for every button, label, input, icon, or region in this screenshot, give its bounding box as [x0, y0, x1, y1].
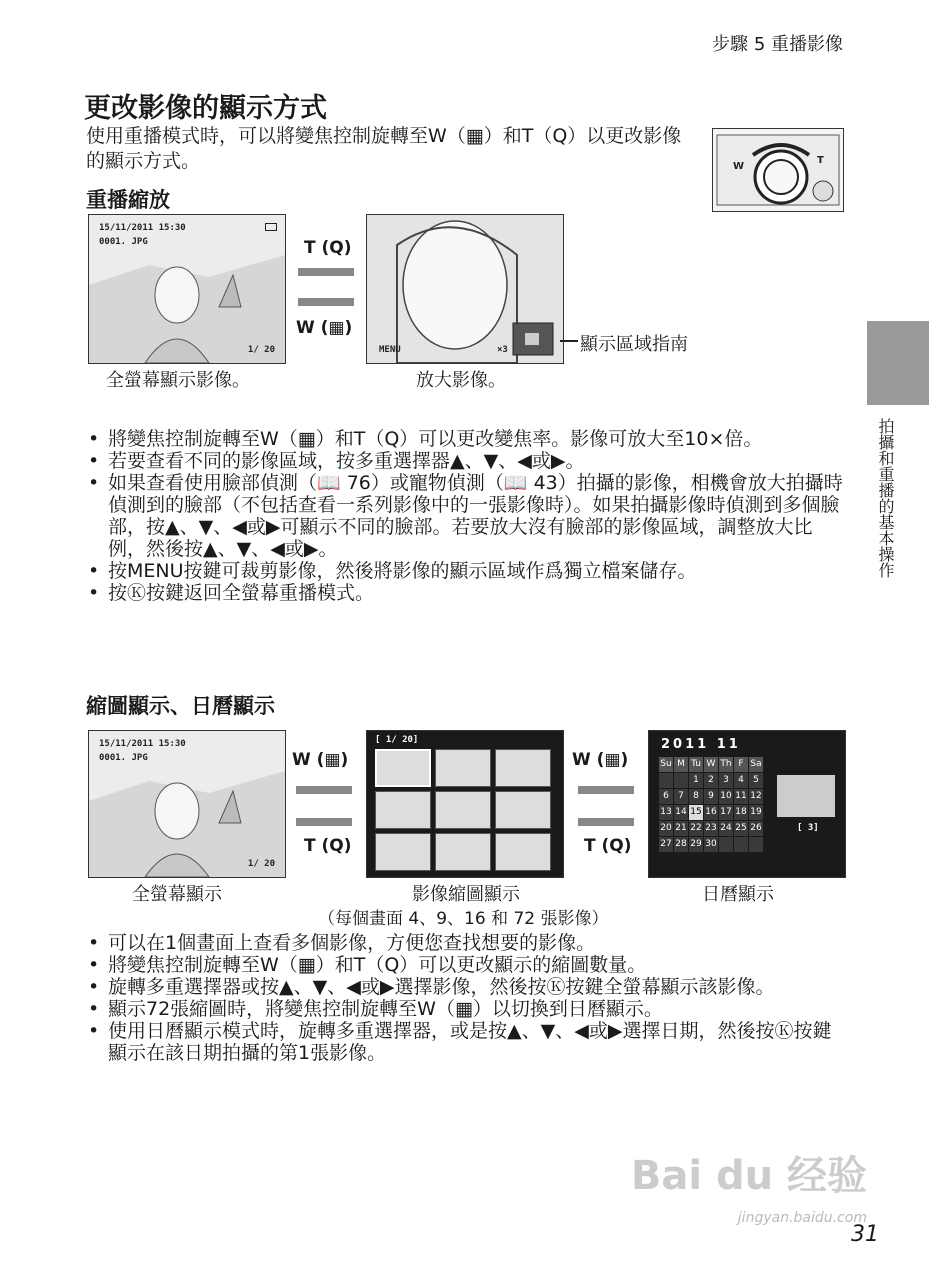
thumbnail-counter: [ 1/ 20] [375, 735, 419, 745]
page-title: 更改影像的顯示方式 [84, 93, 327, 124]
thumbnail [495, 833, 551, 871]
section2-heading: 縮圖顯示、日曆顯示 [86, 694, 275, 718]
caption-fullscreen: 全螢幕顯示影像。 [106, 370, 250, 391]
thumbnail [495, 749, 551, 787]
section2-bullets [84, 932, 844, 1064]
menu-indicator: MENU [379, 345, 401, 355]
calendar-grid [659, 757, 763, 852]
fullscreen-playback-screen-2 [88, 730, 286, 878]
calendar-day[interactable]: 2 [704, 773, 718, 788]
calendar-day[interactable] [674, 773, 688, 788]
calendar-weekday: Th [719, 757, 733, 772]
calendar-screen [648, 730, 846, 878]
page-number: 31 [851, 1222, 879, 1247]
calendar-day[interactable]: 14 [674, 805, 688, 820]
list-item: • 旋轉多重選擇器或按▲、▼、◀或▶選擇影像，然後按Ⓚ按鍵全螢幕顯示該影像。 [84, 976, 844, 998]
battery-icon [265, 223, 277, 231]
right-arrow-icon [578, 786, 634, 794]
calendar-day[interactable]: 4 [734, 773, 748, 788]
thumbnail [435, 749, 491, 787]
section1-heading: 重播縮放 [86, 188, 170, 212]
calendar-day[interactable] [659, 773, 673, 788]
calendar-day[interactable]: 6 [659, 789, 673, 804]
list-item: • 若要查看不同的影像區域，按多重選擇器▲、▼、◀或▶。 [84, 450, 844, 472]
calendar-day[interactable] [734, 837, 748, 852]
calendar-day[interactable]: 16 [704, 805, 718, 820]
calendar-day[interactable]: 22 [689, 821, 703, 836]
list-item: • 按Ⓚ按鍵返回全螢幕重播模式。 [84, 582, 844, 604]
list-item: • 如果查看使用臉部偵測（📖 76）或寵物偵測（📖 43）拍攝的影像，相機會放大拍攝時偵測到的臉部（不包括查看一系列影像中的一張影像時）。如果拍攝影像時偵測到多個臉部，按▲、▼、◀或▶可顯示不同的臉部。若要放大沒有臉部的影像區域，調整放大比例，然後按▲、▼、◀或▶。 [84, 472, 844, 560]
image-counter: 1/ 20 [247, 859, 275, 869]
caption-fullscreen-2: 全螢幕顯示 [132, 884, 222, 905]
calendar-day[interactable]: 24 [719, 821, 733, 836]
calendar-day[interactable]: 15 [689, 805, 703, 820]
zoomed-playback-screen [366, 214, 564, 364]
caption-thumbnail: 影像縮圖顯示 [412, 884, 520, 905]
list-item: • 將變焦控制旋轉至W（▦）和T（Q）可以更改變焦率。影像可放大至10×倍。 [84, 428, 844, 450]
calendar-day[interactable]: 7 [674, 789, 688, 804]
svg-text:T: T [817, 155, 824, 166]
left-arrow-icon [296, 818, 352, 826]
thumbnail [435, 791, 491, 829]
calendar-count: [ 3] [797, 823, 819, 833]
left-arrow-icon [578, 818, 634, 826]
zoom-out-label-1: W (▦) [292, 750, 349, 770]
zoom-out-label: W (▦) [296, 318, 353, 338]
filename-label: 0001. JPG [99, 237, 148, 247]
calendar-day[interactable]: 17 [719, 805, 733, 820]
calendar-day[interactable]: 11 [734, 789, 748, 804]
calendar-day[interactable]: 8 [689, 789, 703, 804]
list-item: • 按MENU按鍵可裁剪影像，然後將影像的顯示區域作爲獨立檔案儲存。 [84, 560, 844, 582]
thumbnail [375, 749, 431, 787]
thumbnail [495, 791, 551, 829]
calendar-day[interactable]: 18 [734, 805, 748, 820]
right-arrow-icon [298, 268, 354, 276]
list-item: • 可以在1個畫面上查看多個影像，方便您查找想要的影像。 [84, 932, 844, 954]
calendar-day[interactable]: 30 [704, 837, 718, 852]
svg-text:W: W [733, 161, 745, 172]
chapter-tab [867, 321, 929, 405]
camera-zoom-control-illustration [712, 128, 844, 212]
calendar-day[interactable]: 21 [674, 821, 688, 836]
caption-thumbnail-note: （每個畫面 4、9、16 和 72 張影像） [318, 909, 609, 929]
calendar-day[interactable]: 3 [719, 773, 733, 788]
right-arrow-icon [296, 786, 352, 794]
calendar-weekday: M [674, 757, 688, 772]
caption-calendar: 日曆顯示 [702, 884, 774, 905]
zoom-in-label: T (Q) [304, 238, 352, 258]
list-item: • 使用日曆顯示模式時，旋轉多重選擇器，或是按▲、▼、◀或▶選擇日期，然後按Ⓚ按鍵顯示在該日期拍攝的第1張影像。 [84, 1020, 844, 1064]
calendar-day[interactable]: 13 [659, 805, 673, 820]
thumbnail [375, 791, 431, 829]
datetime-stamp: 15/11/2011 15:30 [99, 223, 186, 233]
calendar-weekday: W [704, 757, 718, 772]
calendar-day[interactable]: 9 [704, 789, 718, 804]
thumbnail-grid [375, 749, 555, 871]
zoom-out-label-2: W (▦) [572, 750, 629, 770]
calendar-day[interactable] [749, 837, 763, 852]
calendar-weekday: Tu [689, 757, 703, 772]
calendar-day[interactable]: 5 [749, 773, 763, 788]
section1-bullets [84, 428, 844, 604]
image-counter: 1/ 20 [247, 345, 275, 355]
zoom-in-label-2: T (Q) [584, 836, 632, 856]
watermark-url: jingyan.baidu.com [737, 1210, 867, 1226]
calendar-day[interactable]: 27 [659, 837, 673, 852]
zoom-in-label-1: T (Q) [304, 836, 352, 856]
calendar-day[interactable]: 29 [689, 837, 703, 852]
calendar-year-month: 2011 11 [661, 737, 741, 752]
list-item: • 顯示72張縮圖時，將變焦控制旋轉至W（▦）以切換到日曆顯示。 [84, 998, 844, 1020]
fullscreen-playback-screen [88, 214, 286, 364]
pointer-line [560, 340, 578, 342]
calendar-day[interactable]: 28 [674, 837, 688, 852]
calendar-day[interactable]: 26 [749, 821, 763, 836]
calendar-day[interactable]: 25 [734, 821, 748, 836]
calendar-weekday: F [734, 757, 748, 772]
calendar-day[interactable] [719, 837, 733, 852]
calendar-weekday: Sa [749, 757, 763, 772]
intro-text: 使用重播模式時，可以將變焦控制旋轉至W（▦）和T（Q）以更改影像的顯示方式。 [86, 125, 682, 172]
calendar-day[interactable]: 1 [689, 773, 703, 788]
chapter-side-label: 拍攝和重播的基本操作 [876, 418, 895, 578]
calendar-day[interactable]: 23 [704, 821, 718, 836]
thumbnail [375, 833, 431, 871]
datetime-stamp: 15/11/2011 15:30 [99, 739, 186, 749]
filename-label: 0001. JPG [99, 753, 148, 763]
zoom-ratio: ×3 [497, 345, 508, 355]
calendar-day[interactable]: 20 [659, 821, 673, 836]
calendar-preview-thumbnail [777, 775, 835, 817]
calendar-day[interactable]: 12 [749, 789, 763, 804]
baidu-watermark: Bai du 经验 [630, 1153, 867, 1199]
left-arrow-icon [298, 298, 354, 306]
calendar-weekday: Su [659, 757, 673, 772]
thumbnail-playback-screen [366, 730, 564, 878]
calendar-day[interactable]: 19 [749, 805, 763, 820]
section-header: 步驟 5 重播影像 [712, 34, 843, 55]
calendar-day[interactable]: 10 [719, 789, 733, 804]
list-item: • 將變焦控制旋轉至W（▦）和T（Q）可以更改顯示的縮圖數量。 [84, 954, 844, 976]
display-area-guide-label: 顯示區域指南 [580, 334, 688, 355]
thumbnail [435, 833, 491, 871]
caption-zoomed: 放大影像。 [416, 370, 506, 391]
